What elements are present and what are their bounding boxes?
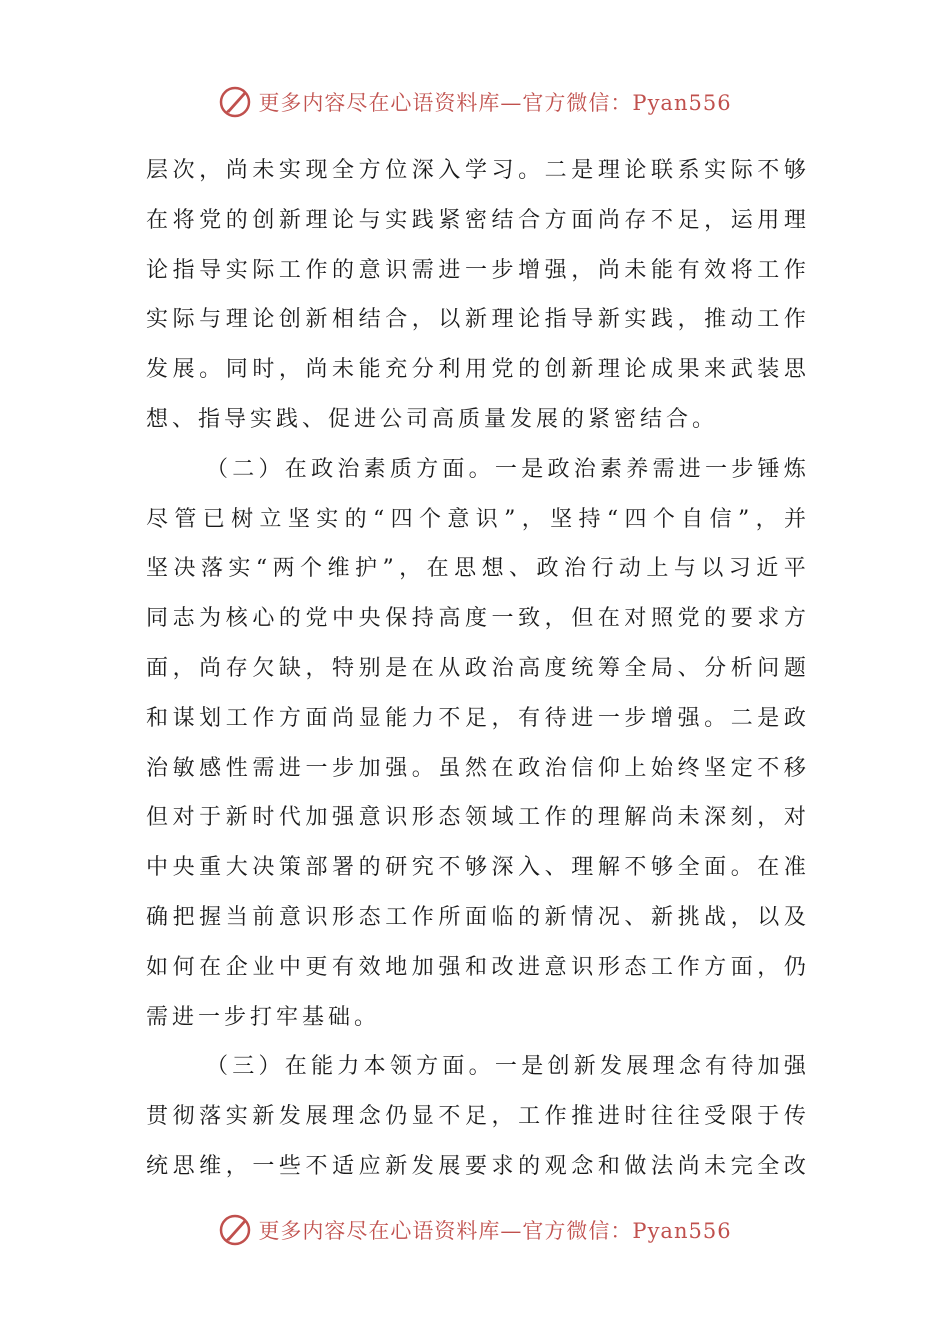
- text-line-1: 层 次 ， 尚 未 实 现 全 方 位 深 入 学 习 。 二 是 理 论 联 系 实 际 不 够: [146, 158, 806, 183]
- text-line-7: （ 二 ） 在 政 治 素 质 方 面 。 一 是 政 治 素 养 需 进 一 步 锤 炼: [206, 456, 806, 482]
- text-line-5: 发 展 。 同 时 ， 尚 未 能 充 分 利 用 党 的 创 新 理 论 成 果 来 武 装 思: [146, 357, 806, 383]
- text-line-3: 论 指 导 实 际 工 作 的 意 识 需 进 一 步 增 强 ， 尚 未 能 有 效 将 工 作: [146, 257, 806, 283]
- text-line-6: 想、指导实践、促进公司高质量发展的紧密结合。: [146, 406, 719, 432]
- document-body: [146, 146, 806, 1192]
- text-line-2: 在 将 党 的 创 新 理 论 与 实 践 紧 密 结 合 方 面 尚 存 不 足 ， 运 用 理: [146, 207, 806, 233]
- quill-pen-icon: [218, 85, 252, 119]
- footer-banner: [0, 1208, 950, 1252]
- header-banner-text: 更多内容尽在心语资料库—官方微信：Pyan556: [258, 91, 732, 115]
- text-line-10: 同 志 为 核 心 的 党 中 央 保 持 高 度 一 致 ， 但 在 对 照 党 的 要 求 方: [146, 606, 806, 632]
- text-line-13: 治 敏 感 性 需 进 一 步 加 强 。 虽 然 在 政 治 信 仰 上 始 终 坚 定 不 移: [146, 755, 806, 781]
- footer-banner-text: 更多内容尽在心语资料库—官方微信：Pyan556: [258, 1219, 732, 1243]
- text-line-9: 坚 决 落 实 “ 两 个 维 护 ” ， 在 思 想 、 政 治 行 动 上 与 以 习 近 平: [146, 556, 806, 582]
- text-line-20: 贯 彻 落 实 新 发 展 理 念 仍 显 不 足 ， 工 作 推 进 时 往 往 受 限 于 传: [146, 1104, 806, 1130]
- text-line-4: 实 际 与 理 论 创 新 相 结 合 ， 以 新 理 论 指 导 新 实 践 ， 推 动 工 作: [146, 307, 806, 333]
- quill-pen-icon: [218, 1213, 252, 1247]
- header-banner: [0, 80, 950, 124]
- text-line-8: 尽 管 已 树 立 坚 实 的 “ 四 个 意 识 ” ， 坚 持 “ 四 个 自 信 ” ， 并: [146, 506, 806, 532]
- text-line-15: 中 央 重 大 决 策 部 署 的 研 究 不 够 深 入 、 理 解 不 够 全 面 。 在 准: [146, 855, 806, 881]
- text-line-12: 和 谋 划 工 作 方 面 尚 显 能 力 不 足 ， 有 待 进 一 步 增 强 。 二 是 政: [146, 705, 806, 731]
- text-line-19: （ 三 ） 在 能 力 本 领 方 面 。 一 是 创 新 发 展 理 念 有 待 加 强: [206, 1054, 806, 1080]
- text-line-18: 需进一步打牢基础。: [146, 1004, 381, 1030]
- text-line-11: 面 ， 尚 存 欠 缺 ， 特 别 是 在 从 政 治 高 度 统 筹 全 局 、 分 析 问 题: [146, 655, 806, 681]
- text-line-14: 但 对 于 新 时 代 加 强 意 识 形 态 领 域 工 作 的 理 解 尚 未 深 刻 ， 对: [146, 805, 806, 831]
- text-line-21: 统 思 维 ， 一 些 不 适 应 新 发 展 要 求 的 观 念 和 做 法 尚 未 完 全 改: [146, 1153, 806, 1179]
- text-line-17: 如 何 在 企 业 中 更 有 效 地 加 强 和 改 进 意 识 形 态 工 作 方 面 ， 仍: [146, 954, 806, 980]
- text-line-16: 确 把 握 当 前 意 识 形 态 工 作 所 面 临 的 新 情 况 、 新 挑 战 ， 以 及: [146, 904, 806, 930]
